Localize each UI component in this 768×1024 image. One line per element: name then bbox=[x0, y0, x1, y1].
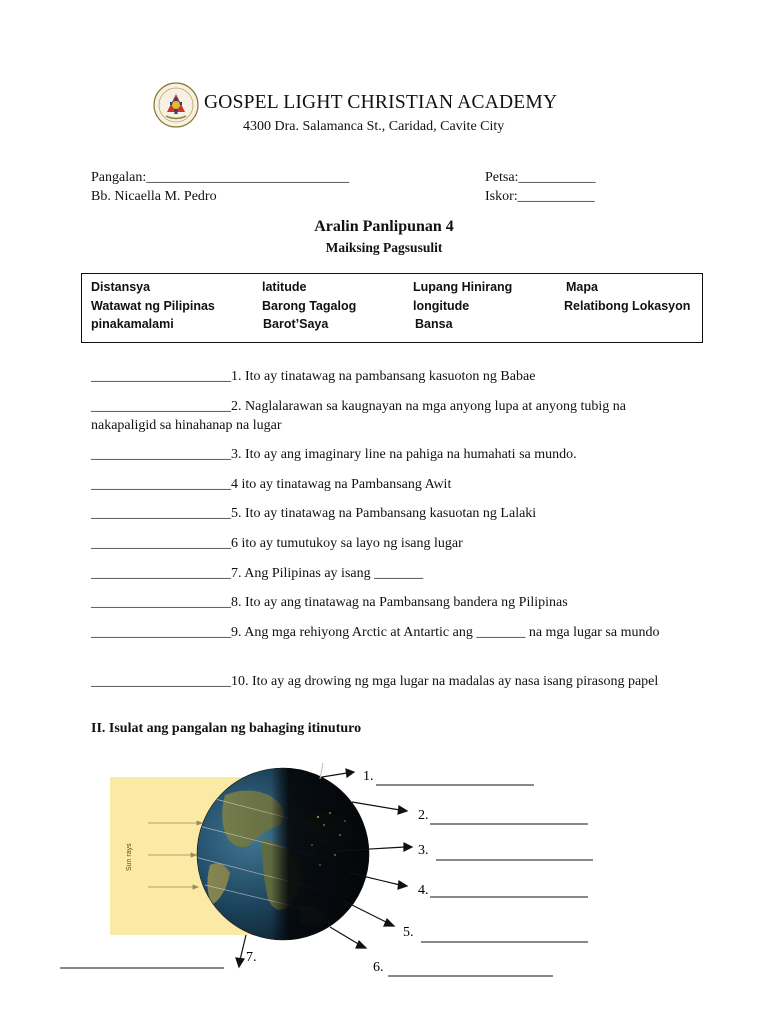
page-title: Aralin Panlipunan 4 bbox=[314, 218, 454, 235]
word-bank-item: Relatibong Lokasyon bbox=[564, 299, 691, 313]
page-subtitle: Maiksing Pagsusulit bbox=[325, 240, 443, 255]
question-3: ____________________3. Ito ay ang imaginary line na pahiga na humahati sa mundo. bbox=[91, 447, 577, 462]
date-field: Petsa:___________ bbox=[485, 170, 596, 185]
question-7: ____________________7. Ang Pilipinas ay isang _______ bbox=[91, 566, 424, 581]
word-bank-item: Lupang Hinirang bbox=[413, 280, 513, 294]
school-name: GOSPEL LIGHT CHRISTIAN ACADEMY bbox=[204, 92, 558, 113]
teacher-name: Bb. Nicaella M. Pedro bbox=[91, 189, 217, 204]
school-logo bbox=[153, 82, 199, 128]
diagram-label-6: 6. bbox=[373, 960, 384, 975]
word-bank-item: pinakamalami bbox=[91, 317, 174, 331]
diagram-label-1: 1. bbox=[363, 769, 374, 784]
question-6: ____________________6 ito ay tumutukoy sa layo ng isang lugar bbox=[91, 536, 463, 551]
section-2-heading: II. Isulat ang pangalan ng bahaging itinuturo bbox=[91, 721, 362, 736]
diagram-label-4: 4. bbox=[418, 883, 429, 898]
word-bank-item: Mapa bbox=[566, 280, 598, 294]
word-bank-item: latitude bbox=[262, 280, 307, 294]
word-bank-item: Barot’Saya bbox=[263, 317, 329, 331]
word-bank-item: Bansa bbox=[415, 317, 453, 331]
word-bank-item: longitude bbox=[413, 299, 470, 313]
earth-diagram bbox=[0, 755, 768, 1024]
score-field: Iskor:___________ bbox=[485, 189, 595, 204]
question-5: ____________________5. Ito ay tinatawag na Pambansang kasuotan ng Lalaki bbox=[91, 506, 537, 521]
word-bank-item: Barong Tagalog bbox=[262, 299, 357, 313]
diagram-label-2: 2. bbox=[418, 808, 429, 823]
question-8: ____________________8. Ito ay ang tinatawag na Pambansang bandera ng Pilipinas bbox=[91, 595, 568, 610]
word-bank-box bbox=[81, 273, 703, 343]
school-address: 4300 Dra. Salamanca St., Caridad, Cavite City bbox=[243, 119, 505, 134]
question-10: ____________________10. Ito ay ag drowing ng mga lugar na madalas ay nasa isang pirasong papel bbox=[91, 674, 659, 689]
question-9: ____________________9. Ang mga rehiyong Arctic at Antartic ang _______ na mga lugar sa mundo bbox=[91, 625, 660, 640]
diagram-label-3: 3. bbox=[418, 843, 429, 858]
name-field: Pangalan:_____________________________ bbox=[91, 170, 350, 185]
sun-rays-label: Sun rays bbox=[126, 843, 133, 871]
word-bank-item: Distansya bbox=[91, 280, 151, 294]
question-4: ____________________4 ito ay tinatawag na Pambansang Awit bbox=[91, 477, 452, 492]
question-1: ____________________1. Ito ay tinatawag na pambansang kasuoton ng Babae bbox=[91, 369, 536, 384]
diagram-label-5: 5. bbox=[403, 925, 414, 940]
diagram-label-7: 7. bbox=[246, 950, 257, 965]
question-2: ____________________2. Naglalarawan sa kaugnayan na mga anyong lupa at anyong tubig na nakapaligid sa hinahanap na lugar bbox=[91, 399, 626, 433]
word-bank-item: Watawat ng Pilipinas bbox=[91, 299, 215, 313]
